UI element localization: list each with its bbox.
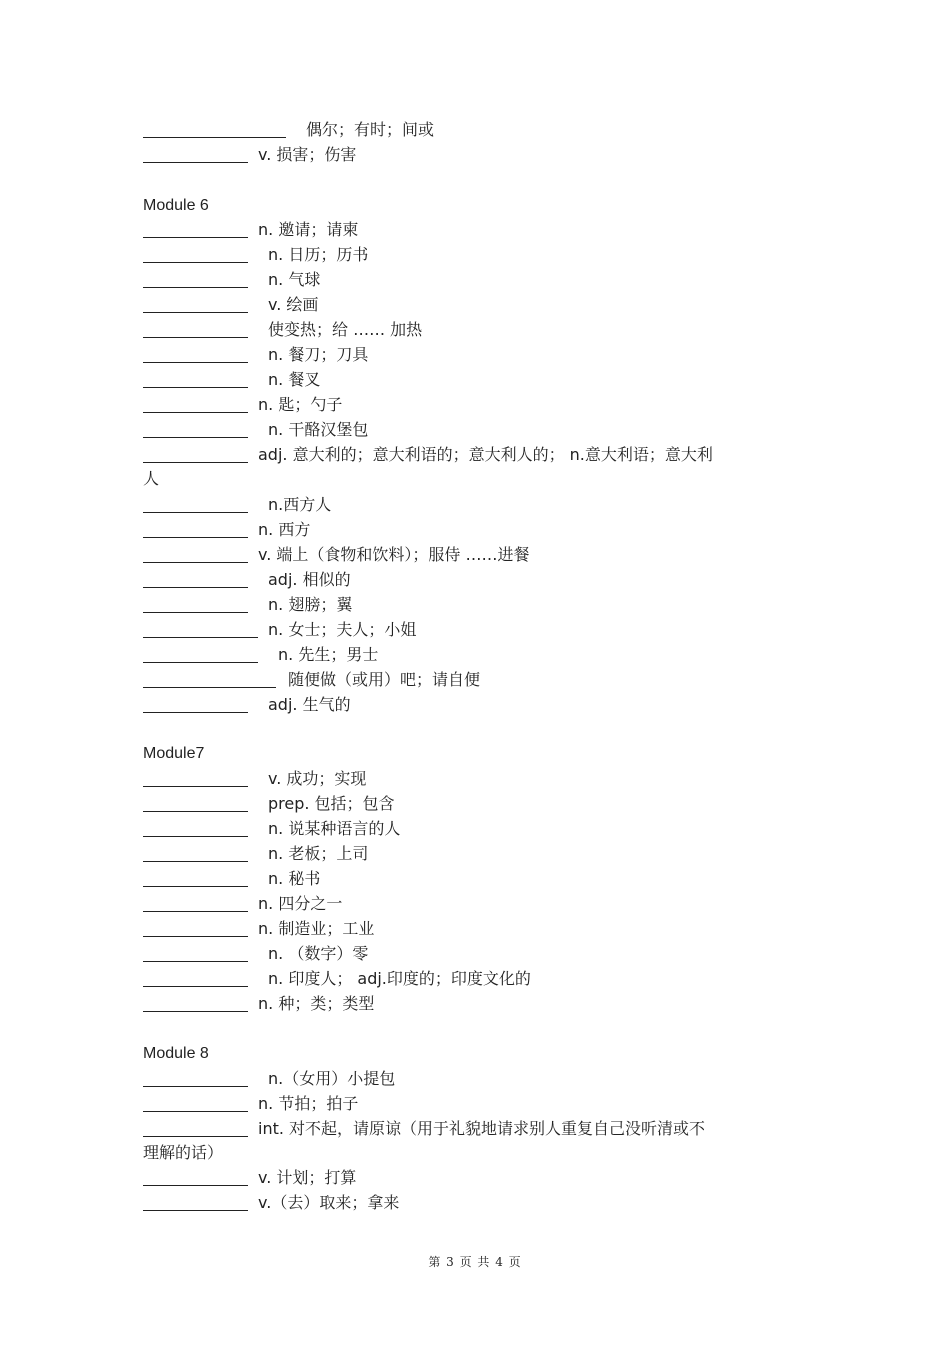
wrapped-text: 理解的话） xyxy=(143,1143,224,1162)
definition-text: n. （数字）零 xyxy=(268,944,369,963)
vocab-entry xyxy=(143,944,368,964)
definition-text: n. 西方 xyxy=(258,520,311,539)
module-heading: Module 8 xyxy=(143,1045,209,1062)
module-heading: Module 6 xyxy=(143,197,209,214)
answer-blank[interactable] xyxy=(143,945,248,962)
answer-blank[interactable] xyxy=(143,496,248,513)
vocab-entry xyxy=(143,620,416,640)
answer-blank[interactable] xyxy=(143,671,276,688)
definition-text: n. 翅膀；翼 xyxy=(268,595,353,614)
definition-text: prep. 包括；包含 xyxy=(268,794,395,813)
answer-blank[interactable] xyxy=(143,770,248,787)
definition-text: n. 秘书 xyxy=(268,869,321,888)
vocab-entry xyxy=(143,370,320,390)
vocab-entry xyxy=(143,919,374,939)
wrapped-text: 人 xyxy=(143,469,160,488)
definition-text: adj. 意大利的；意大利语的；意大利人的； n.意大利语；意大利 xyxy=(258,445,713,464)
answer-blank[interactable] xyxy=(143,895,248,912)
definition-text: v. 绘画 xyxy=(268,295,319,314)
answer-blank[interactable] xyxy=(143,870,248,887)
definition-text: 偶尔；有时；间或 xyxy=(306,120,435,139)
answer-blank[interactable] xyxy=(143,820,248,837)
definition-text: n.西方人 xyxy=(268,495,332,514)
answer-blank[interactable] xyxy=(143,321,248,338)
answer-blank[interactable] xyxy=(143,421,248,438)
vocab-entry xyxy=(143,545,530,565)
vocab-entry xyxy=(143,969,531,989)
definition-text: n. 四分之一 xyxy=(258,894,343,913)
definition-text: n. 说某种语言的人 xyxy=(268,819,401,838)
vocab-entry xyxy=(143,695,351,715)
vocab-entry xyxy=(143,844,368,864)
definition-text: adj. 相似的 xyxy=(268,570,351,589)
definition-text: n. 干酪汉堡包 xyxy=(268,420,369,439)
vocab-entry xyxy=(143,794,395,814)
vocab-entry xyxy=(143,245,368,265)
answer-blank[interactable] xyxy=(143,696,248,713)
vocab-entry xyxy=(143,395,342,415)
answer-blank[interactable] xyxy=(143,546,248,563)
vocab-entry xyxy=(143,645,378,665)
answer-blank[interactable] xyxy=(143,920,248,937)
definition-text: v. 计划；打算 xyxy=(258,1168,357,1187)
answer-blank[interactable] xyxy=(143,571,248,588)
vocab-entry xyxy=(143,1193,399,1213)
answer-blank[interactable] xyxy=(143,1194,248,1211)
vocab-entry xyxy=(143,994,374,1014)
definition-text: n. 节拍；拍子 xyxy=(258,1094,359,1113)
vocab-entry xyxy=(143,819,400,839)
vocab-entry xyxy=(143,495,331,515)
definition-text: n. 种；类；类型 xyxy=(258,994,375,1013)
vocab-entry xyxy=(143,345,368,365)
vocab-entry xyxy=(143,120,434,140)
answer-blank[interactable] xyxy=(143,146,248,163)
definition-text: 使变热；给 …… 加热 xyxy=(268,320,423,339)
vocab-entry xyxy=(143,1069,395,1089)
vocab-entry xyxy=(143,670,480,690)
definition-text: n. 老板；上司 xyxy=(268,844,369,863)
answer-blank[interactable] xyxy=(143,1120,248,1137)
page-footer: 第 3 页 共 4 页 xyxy=(428,1255,522,1269)
answer-blank[interactable] xyxy=(143,621,258,638)
answer-blank[interactable] xyxy=(143,346,248,363)
definition-text: n. 餐叉 xyxy=(268,370,321,389)
module-heading: Module7 xyxy=(143,745,205,762)
definition-text: n. 餐刀；刀具 xyxy=(268,345,369,364)
answer-blank[interactable] xyxy=(143,646,258,663)
definition-text: adj. 生气的 xyxy=(268,695,351,714)
definition-text: n. 制造业；工业 xyxy=(258,919,375,938)
definition-text: 随便做（或用）吧；请自便 xyxy=(288,670,481,689)
vocab-entry xyxy=(143,1168,356,1188)
answer-blank[interactable] xyxy=(143,121,286,138)
vocab-entry xyxy=(143,1119,705,1139)
answer-blank[interactable] xyxy=(143,446,248,463)
definition-text: v.（去）取来；拿来 xyxy=(258,1193,400,1212)
answer-blank[interactable] xyxy=(143,296,248,313)
answer-blank[interactable] xyxy=(143,795,248,812)
definition-text: int. 对不起，请原谅（用于礼貌地请求别人重复自己没听清或不 xyxy=(258,1119,706,1138)
definition-text: v. 端上（食物和饮料）；服侍 ……进餐 xyxy=(258,545,530,564)
answer-blank[interactable] xyxy=(143,970,248,987)
vocab-entry xyxy=(143,595,352,615)
definition-text: n. 匙；勺子 xyxy=(258,395,343,414)
vocab-entry xyxy=(143,520,310,540)
definition-text: n. 女士；夫人；小姐 xyxy=(268,620,417,639)
definition-text: n. 日历；历书 xyxy=(268,245,369,264)
definition-text: n.（女用）小提包 xyxy=(268,1069,396,1088)
answer-blank[interactable] xyxy=(143,1169,248,1186)
definition-text: v. 成功；实现 xyxy=(268,769,367,788)
answer-blank[interactable] xyxy=(143,396,248,413)
answer-blank[interactable] xyxy=(143,845,248,862)
answer-blank[interactable] xyxy=(143,221,248,238)
answer-blank[interactable] xyxy=(143,521,248,538)
definition-text: n. 印度人； adj.印度的；印度文化的 xyxy=(268,969,531,988)
vocab-entry xyxy=(143,1094,358,1114)
vocab-entry xyxy=(143,445,713,465)
answer-blank[interactable] xyxy=(143,271,248,288)
vocab-entry xyxy=(143,420,368,440)
vocab-entry xyxy=(143,270,320,290)
vocab-entry xyxy=(143,869,320,889)
definition-text: n. 先生；男士 xyxy=(278,645,379,664)
answer-blank[interactable] xyxy=(143,995,248,1012)
definition-text: n. 气球 xyxy=(268,270,321,289)
definition-text: v. 损害；伤害 xyxy=(258,145,357,164)
vocab-entry xyxy=(143,769,366,789)
definition-text: n. 邀请；请柬 xyxy=(258,220,359,239)
answer-blank[interactable] xyxy=(143,596,248,613)
answer-blank[interactable] xyxy=(143,1070,248,1087)
answer-blank[interactable] xyxy=(143,371,248,388)
vocab-entry xyxy=(143,295,318,315)
vocab-entry xyxy=(143,320,422,340)
vocab-entry xyxy=(143,570,351,590)
answer-blank[interactable] xyxy=(143,246,248,263)
answer-blank[interactable] xyxy=(143,1095,248,1112)
vocab-entry xyxy=(143,894,342,914)
vocab-entry xyxy=(143,145,356,165)
vocab-entry xyxy=(143,220,358,240)
